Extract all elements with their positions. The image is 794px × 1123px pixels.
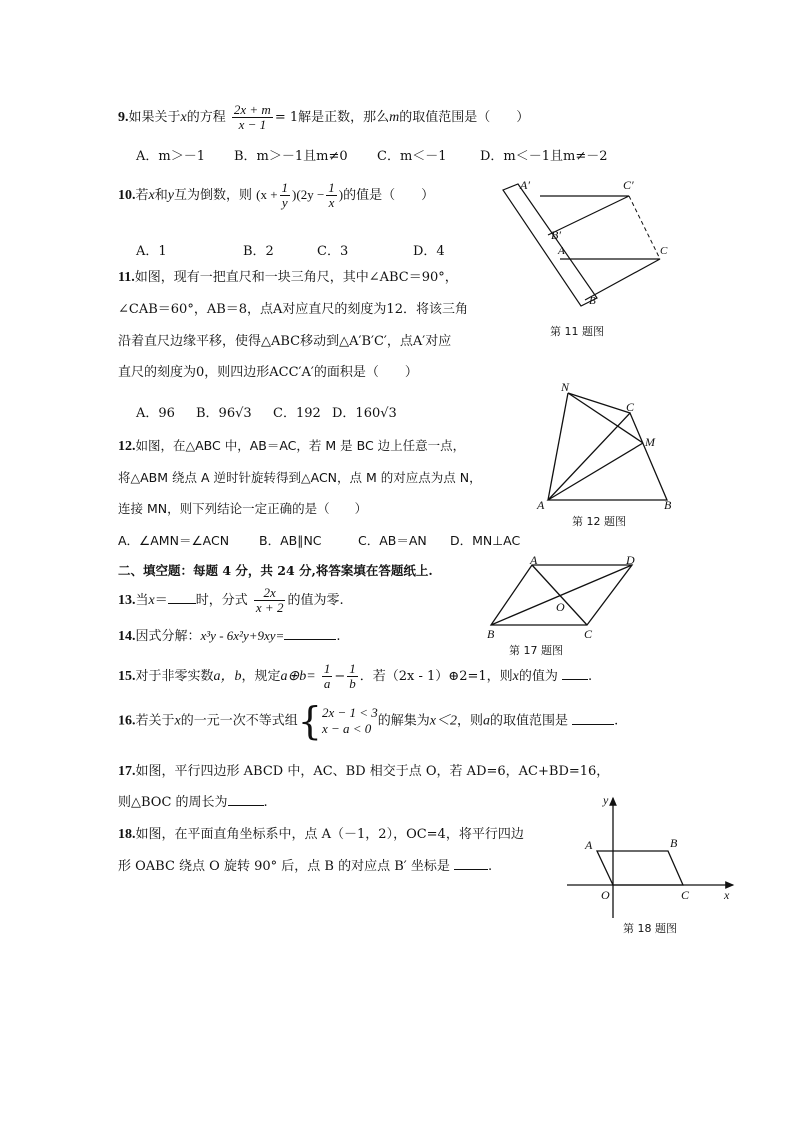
q16-text: 的取值范围是 xyxy=(490,713,569,729)
q10-text: 和 xyxy=(154,188,168,203)
var-x: x xyxy=(512,669,519,684)
frac-num: 2x + m xyxy=(233,102,271,117)
q10-option-b[interactable]: B．2 xyxy=(243,244,274,259)
frac-den: x − 1 xyxy=(238,117,267,132)
frac-den: x xyxy=(328,195,335,210)
frac-den: b xyxy=(349,676,356,691)
q15-text: 的值为 xyxy=(518,669,558,684)
solution-set: x＜2 xyxy=(429,713,457,729)
question-number: 13. xyxy=(118,593,136,608)
q17-text: 如图，平行四边形 ABCD 中，AC、BD 相交于点 O，若 AD=6，AC+BD=16， xyxy=(135,764,610,779)
q11-caption: 第 11 题图 xyxy=(550,325,604,338)
question-number: 10. xyxy=(118,188,136,203)
expr-part: )(2y − xyxy=(292,187,325,202)
q9-option-d[interactable]: D．m＜－1且m≠－2 xyxy=(480,149,608,164)
label-a: A xyxy=(537,498,545,512)
q15-op: a⊕b= xyxy=(280,669,316,684)
q13-text: 的值为零. xyxy=(287,593,344,608)
var-a: a xyxy=(483,713,491,729)
label-d: D xyxy=(626,553,635,567)
q11-option-c[interactable]: C．192 xyxy=(273,406,321,421)
frac-den: a xyxy=(323,676,331,691)
question-number: 12. xyxy=(118,439,136,454)
q17-text: . xyxy=(263,795,268,810)
q13-text: ＝ xyxy=(154,593,168,608)
question-number: 11. xyxy=(118,270,135,285)
frac-num: 2x xyxy=(254,586,286,601)
label-a-prime: A′ xyxy=(520,178,530,192)
q9-text: 的方程 xyxy=(186,110,226,125)
label-o: O xyxy=(556,600,565,614)
q11-stem-line3: 沿着直尺边缘平移，使得△ABC移动到△A′B′C′，点A′对应 xyxy=(118,334,452,349)
parallelogram-oabc xyxy=(597,851,683,885)
label-o: O xyxy=(601,888,610,902)
q9-option-a[interactable]: A．m＞－1 xyxy=(136,149,205,164)
frac-num: 1 xyxy=(323,661,331,676)
label-a: A xyxy=(558,245,565,257)
q9-text: 的取值范围是（ ） xyxy=(399,110,530,125)
question-number: 16. xyxy=(118,713,136,729)
frac-num: 1 xyxy=(281,180,289,195)
var-x: x xyxy=(148,188,155,203)
q17-caption: 第 17 题图 xyxy=(509,644,563,657)
q11-option-b[interactable]: B．96√3 xyxy=(196,406,252,421)
q14-text: . xyxy=(336,629,341,644)
label-b: B xyxy=(589,295,596,307)
q12-option-a[interactable]: A．∠AMN＝∠ACN xyxy=(118,533,230,548)
q11-text: 如图，现有一把直尺和一块三角尺，其中∠ABC＝90°， xyxy=(134,270,458,285)
q9-text: = 1解是正数，那么 xyxy=(274,110,390,125)
inequality-2: x − a < 0 xyxy=(321,721,372,736)
question-number: 17. xyxy=(118,764,136,779)
label-y: y xyxy=(603,793,609,807)
q15-stem: 15.对于非零实数a，b，规定a⊕b= $\frac{1}{a}$ − $\frac{1}{b}$ ．若（2x - 1）⊕2=1，则x的值为 . xyxy=(118,661,593,691)
label-b-prime: B′ xyxy=(551,228,561,242)
q18-stem-line1 xyxy=(118,826,524,844)
q10-option-a[interactable]: A．1 xyxy=(136,244,167,259)
q18-text: 形 OABC 绕点 O 旋转 90° 后，点 B 的对应点 B′ 坐标是 xyxy=(118,859,450,874)
q16-text: ，则 xyxy=(457,713,484,729)
q10-text: 的值是（ ） xyxy=(343,188,435,203)
q12-caption: 第 12 题图 xyxy=(572,515,626,528)
q15-text: . xyxy=(588,669,593,684)
q10-option-d[interactable]: D．4 xyxy=(413,244,445,259)
q12-option-c[interactable]: C．AB＝AN xyxy=(358,533,427,548)
q12-text: 如图，在△ABC 中，AB＝AC，若 M 是 BC 边上任意一点， xyxy=(135,438,466,453)
var-m: m xyxy=(389,110,400,125)
label-n: N xyxy=(561,380,570,394)
q11-stem-line2: ∠CAB＝60°，AB＝8，点A对应直尺的刻度为12．将该三角 xyxy=(118,302,468,317)
q18-text: . xyxy=(488,859,493,874)
left-brace: { xyxy=(297,699,322,743)
var-y: y xyxy=(167,188,174,203)
label-c: C xyxy=(681,888,690,902)
question-number: 9. xyxy=(118,110,129,125)
q9-text: 如果关于 xyxy=(128,110,181,125)
q13-text: 当 xyxy=(135,593,149,608)
q18-stem-line2 xyxy=(118,858,492,876)
expr-part: (x + xyxy=(256,187,278,202)
answer-blank[interactable] xyxy=(454,869,488,870)
question-number: 18. xyxy=(118,827,136,842)
frac-den: x + 2 xyxy=(255,600,284,615)
q12-option-d[interactable]: D．MN⊥AC xyxy=(450,533,521,548)
question-number: 15. xyxy=(118,669,136,684)
q10-option-c[interactable]: C．3 xyxy=(317,244,349,259)
q10-text: 互为倒数，则 xyxy=(173,188,252,203)
q16-text: . xyxy=(614,713,619,729)
label-b: B xyxy=(670,836,678,850)
label-c-prime: C′ xyxy=(623,178,634,192)
label-b: B xyxy=(664,498,672,512)
q14-text: 因式分解： xyxy=(135,629,201,644)
question-number: 14. xyxy=(118,629,136,644)
q16-text: 的一元一次不等式组 xyxy=(180,713,298,729)
var-x: x xyxy=(180,110,187,125)
q12-option-b[interactable]: B．AB∥NC xyxy=(259,533,322,548)
inequality-1: 2x − 1 < 3 xyxy=(321,705,378,720)
frac-den: y xyxy=(281,195,288,210)
frac-num: 1 xyxy=(328,180,335,195)
q17-text: 则△BOC 的周长为 xyxy=(118,795,228,810)
label-m: M xyxy=(645,435,655,449)
q16-text: 的解集为 xyxy=(377,713,430,729)
q11-option-d[interactable]: D．160√3 xyxy=(332,406,397,421)
q9-option-b[interactable]: B．m＞－1且m≠0 xyxy=(234,149,348,164)
q10-text: 若 xyxy=(135,188,149,203)
label-a: A xyxy=(585,838,593,852)
section-heading: 二、填空题：每题 4 分，共 24 分,将答案填在答题纸上. xyxy=(118,563,433,578)
q18-caption: 第 18 题图 xyxy=(623,922,677,935)
q16-text: 若关于 xyxy=(135,713,175,729)
label-a: A xyxy=(530,553,538,567)
label-b: B xyxy=(487,627,495,641)
var-x: x xyxy=(148,593,155,608)
q13-text: 时，分式 xyxy=(195,593,248,608)
q14-expression: x³y - 6x²y+9xy= xyxy=(200,628,285,643)
vars-ab: a，b xyxy=(213,669,242,684)
expr-part: ) xyxy=(338,187,344,202)
q12-stem-line3: 连接 MN，则下列结论一定正确的是（ ） xyxy=(118,501,368,516)
q15-text: 对于非零实数 xyxy=(135,669,214,684)
q9-option-c[interactable]: C．m＜－1 xyxy=(377,149,447,164)
q15-text: ．若（2x - 1）⊕2=1，则 xyxy=(359,669,513,684)
q12-stem-line2: 将△ABM 绕点 A 逆时针旋转得到△ACN，点 M 的对应点为点 N， xyxy=(118,470,482,485)
q15-text: ，规定 xyxy=(241,669,281,684)
q11-option-a[interactable]: A．96 xyxy=(136,406,175,421)
var-x: x xyxy=(174,713,181,729)
label-x: x xyxy=(724,888,730,902)
label-c: C xyxy=(626,400,635,414)
q18-text: 如图，在平面直角坐标系中，点 A（－1，2），OC=4，将平行四边 xyxy=(135,827,524,842)
q11-stem-line4: 直尺的刻度为0，则四边形ACC′A′的面积是（ ） xyxy=(118,365,418,380)
label-c: C xyxy=(660,245,668,257)
label-c: C xyxy=(584,627,593,641)
frac-num: 1 xyxy=(349,661,356,676)
